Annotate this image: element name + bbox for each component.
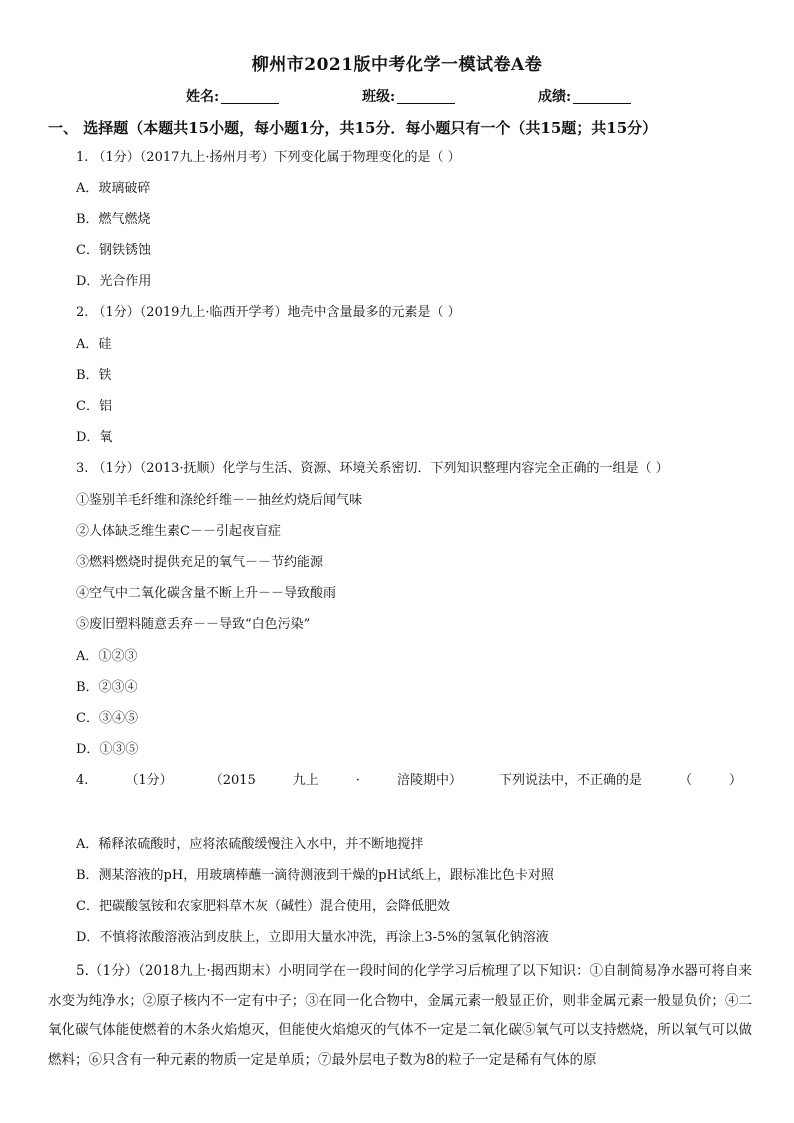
question-4-stem	[76, 772, 742, 790]
question-5-stem: 5.（1分）（2018九上·揭西期末）小明同学在一段时间的化学学习后梳理了以下知识：①自制简易净水器可将自来水变为纯净水；②原子核内不一定有中子；③在同一化合物中，金属元素一般显正价，则非金属元素一般显负价；④二氧化碳气体能使燃着的木条火焰熄灭，但能使火焰熄灭的气体不一定是二氧化碳⑤氧气可以支持燃烧，所以氧气可以做燃料；⑥只含有一种元素的物质一定是单质；⑦最外层电子数为8的粒子一定是稀有气体的原	[48, 963, 752, 1068]
question-4-option-c[interactable]: C．把碳酸氢铵和农家肥料草木灰（碱性）混合使用，会降低肥效	[76, 899, 450, 914]
question-3-item-4: ④空气中二氧化碳含量不断上升－－导致酸雨	[76, 586, 337, 601]
score-label: 成绩:	[538, 89, 572, 105]
question-4-stem-part: ）	[728, 773, 742, 788]
question-2-option-b[interactable]: B．铁	[76, 368, 112, 383]
question-1-option-c[interactable]: C．钢铁锈蚀	[76, 243, 151, 258]
name-blank[interactable]	[221, 89, 279, 104]
question-3-item-3: ③燃料燃烧时提供充足的氧气－－节约能源	[76, 555, 324, 570]
class-label: 班级:	[362, 89, 396, 105]
question-1-option-d[interactable]: D．光合作用	[76, 274, 152, 289]
question-2-stem: 2. （1分）（2019九上·临西开学考）地壳中含量最多的元素是（ ）	[76, 305, 461, 320]
section-heading: 一、 选择题（本题共15小题，每小题1分，共15分．每小题只有一个（共15题；共15分）	[48, 119, 658, 137]
question-2-option-c[interactable]: C．铝	[76, 399, 112, 414]
class-field[interactable]	[362, 86, 455, 106]
question-3-option-a[interactable]: A．①②③	[76, 649, 138, 664]
question-3-item-5: ⑤废旧塑料随意丢弃－－导致“白色污染”	[76, 617, 311, 632]
question-1-stem: 1. （1分）（2017九上·扬州月考）下列变化属于物理变化的是（ ）	[76, 150, 461, 165]
question-4-stem-part: 4.	[76, 773, 89, 788]
question-3-stem: 3. （1分）（2013·抚顺）化学与生活、资源、环境关系密切．下列知识整理内容完全正确的一组是（ ）	[76, 461, 669, 476]
page-title: 柳州市2021版中考化学一模试卷A卷	[251, 55, 543, 75]
question-4-stem-part: （	[678, 773, 692, 788]
question-2-option-a[interactable]: A．硅	[76, 337, 112, 352]
question-3-option-d[interactable]: D．①③⑤	[76, 742, 139, 757]
score-blank[interactable]	[573, 89, 631, 104]
name-field[interactable]	[186, 86, 279, 106]
question-4-stem-part: 九上	[292, 773, 319, 788]
question-4-stem-part: （2015	[209, 773, 256, 788]
question-4-option-d[interactable]: D．不慎将浓酸溶液沾到皮肤上，立即用大量水冲洗，再涂上3-5%的氢氧化钠溶液	[76, 930, 549, 945]
question-4-stem-part: 下列说法中，不正确的是	[498, 773, 642, 788]
question-3-option-c[interactable]: C．③④⑤	[76, 711, 138, 726]
question-3-item-1: ①鉴别羊毛纤维和涤纶纤维－－抽丝灼烧后闻气味	[76, 493, 363, 508]
question-4-stem-part: （1分）	[125, 773, 173, 788]
question-2-option-d[interactable]: D．氧	[76, 430, 113, 445]
question-1-option-a[interactable]: A．玻璃破碎	[76, 181, 151, 196]
question-3-item-2: ②人体缺乏维生素C－－引起夜盲症	[76, 524, 281, 539]
score-field[interactable]	[538, 86, 631, 106]
question-4-option-a[interactable]: A．稀释浓硫酸时，应将浓硫酸缓慢注入水中，并不断地搅拌	[76, 837, 424, 852]
question-3-option-b[interactable]: B．②③④	[76, 680, 138, 695]
name-label: 姓名:	[186, 89, 220, 105]
question-4-stem-part: 涪陵期中）	[396, 773, 462, 788]
question-1-option-b[interactable]: B．燃气燃烧	[76, 212, 151, 227]
question-4-stem-part: ·	[355, 773, 360, 788]
question-4-option-b[interactable]: B．测某溶液的pH，用玻璃棒蘸一滴待测液到干燥的pH试纸上，跟标准比色卡对照	[76, 868, 554, 883]
class-blank[interactable]	[397, 89, 455, 104]
student-info-row	[0, 86, 794, 106]
